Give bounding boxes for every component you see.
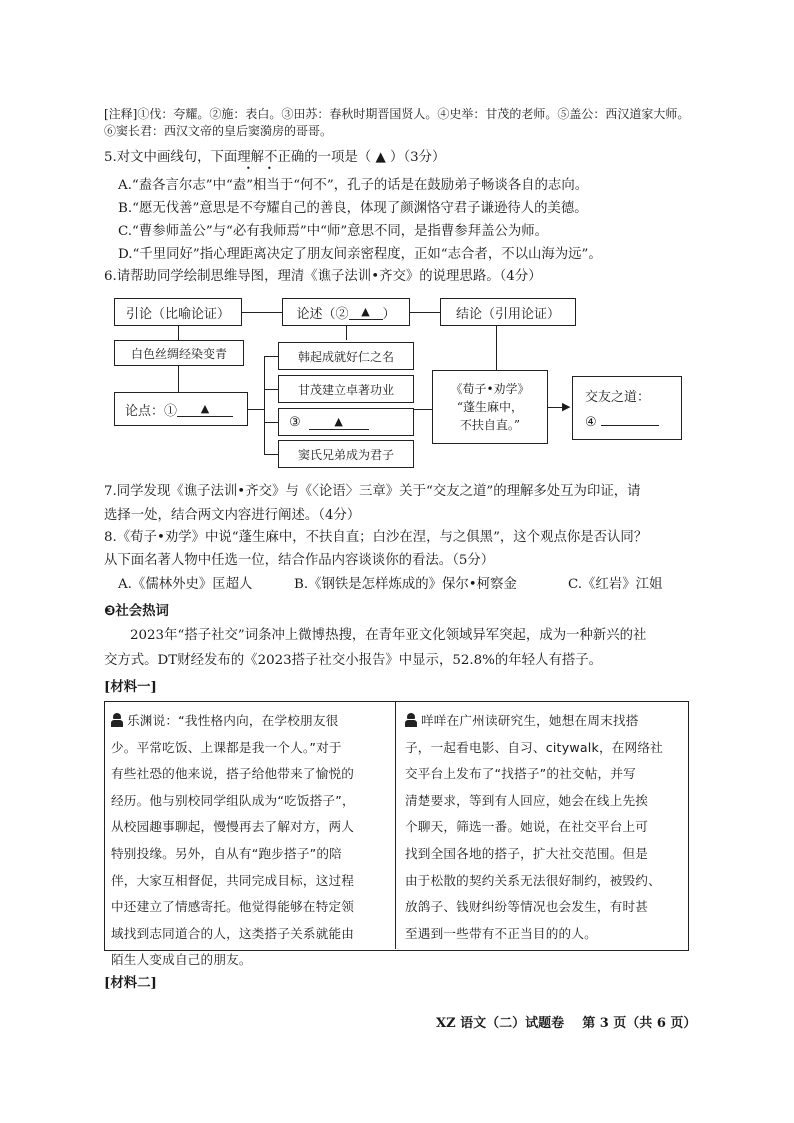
question-8-line1: 8.《荀子•劝学》中说“蓬生麻中，不扶自直；白沙在涅，与之俱黑”，这个观点你是否认同？ bbox=[104, 530, 648, 545]
connector-line bbox=[264, 422, 278, 423]
connector-line bbox=[264, 356, 278, 357]
paragraph-line: 至遇到一些带有不正当目的的人。 bbox=[405, 925, 597, 941]
section-intro-line2: 交方式。DT财经发布的《2023搭子社交小报告》中显示，52.8%的年轻人有搭子。 bbox=[104, 653, 603, 668]
paragraph-line: 子，一起看电影、自习、citywalk，在网络社 bbox=[405, 739, 663, 755]
material-1-heading: [材料一] bbox=[104, 679, 157, 695]
paragraph-line: 陌生人变成自己的朋友。 bbox=[111, 952, 252, 968]
bracket-line bbox=[264, 356, 265, 454]
annotation-note-line1: [注释]①伐：夸耀。②施：表白。③田苏：春秋时期晋国贤人。④史举：甘茂的老师。⑤盖公：西汉道家大师。 bbox=[104, 107, 690, 121]
section-intro-line1: 2023年“搭子社交”词条冲上微博热搜，在青年亚文化领域异军突起，成为一种新兴的社 bbox=[130, 628, 647, 643]
paragraph-line: 域找到志同道合的人，这类搭子关系就能由 bbox=[111, 925, 355, 941]
item-4-label: ④ bbox=[585, 415, 597, 430]
example-gan-mao: 甘茂建立卓著功业 bbox=[278, 375, 414, 403]
question-7-line1: 7.同学发现《谯子法训•齐交》与《〈论语〉三章》关于“交友之道”的理解多处互为印证，请 bbox=[104, 484, 641, 499]
paragraph-line: 清楚要求，等到有人回应，她会在线上先挨 bbox=[405, 792, 649, 808]
page-footer: XZ 语文（二）试题卷 第 3 页（共 6 页） bbox=[436, 1016, 697, 1031]
answer-blank-2[interactable]: ▲ bbox=[349, 305, 383, 320]
connector-line bbox=[178, 366, 179, 392]
friendship-way-title: 交友之道： bbox=[585, 390, 651, 405]
question-8-line2: 从下面名著人物中任选一位，结合作品内容谈谈你的看法。（5分） bbox=[104, 553, 495, 568]
conclusion-box: 结论（引用论证） bbox=[440, 298, 576, 326]
question-5-option-a: A.“盍各言尔志”中“盍”相当于“何不”，孔子的话是在鼓励弟子畅谈各自的志向。 bbox=[118, 178, 589, 193]
paragraph-line: 找到全国各地的搭子，扩大社交范围。但是 bbox=[405, 845, 649, 861]
question-8-option-a: A.《儒林外史》匡超人 bbox=[118, 577, 253, 592]
example-han-qi: 韩起成就好仁之名 bbox=[278, 342, 414, 370]
argument-box bbox=[282, 298, 410, 326]
connector-line bbox=[264, 454, 278, 455]
xunzi-title: 《荀子•劝学》 bbox=[450, 382, 530, 396]
connector-line bbox=[264, 389, 278, 390]
argument-label: 论述（② bbox=[296, 306, 349, 322]
connector-line bbox=[346, 326, 347, 340]
silk-dye-box: 白色丝绸经染变青 bbox=[114, 340, 244, 366]
friendship-way-box bbox=[572, 376, 682, 440]
question-6-stem: 6.请帮助同学绘制思维导图，理清《谯子法训•齐交》的说理思路。（4分） bbox=[104, 269, 542, 284]
column-divider bbox=[395, 702, 396, 949]
material-1-box bbox=[104, 701, 689, 968]
paragraph-line: 乐渊说：“我性格内向，在学校朋友很 bbox=[111, 708, 393, 735]
paragraph-line: 少。平常吃饭、上课都是我一个人。”对于 bbox=[111, 739, 342, 755]
xunzi-line1: “蓬生麻中， bbox=[456, 400, 524, 414]
argument-label-end: ） bbox=[382, 306, 396, 322]
material-2-heading: [材料二] bbox=[104, 975, 157, 991]
item-3-label: ③ bbox=[289, 414, 301, 430]
person-icon bbox=[111, 713, 123, 727]
material-1-right-column bbox=[405, 708, 685, 947]
connector-line bbox=[248, 409, 264, 410]
question-5-option-b: B.“愿无伐善”意思是不夸耀自己的善良，体现了颜渊恪守君子谦逊待人的美德。 bbox=[118, 201, 588, 216]
paragraph-line: 中还建立了情感寄托。他觉得能够在特定领 bbox=[111, 899, 355, 915]
question-8-option-c: C.《红岩》江姐 bbox=[568, 577, 663, 592]
material-1-left-column bbox=[111, 708, 393, 974]
person-icon bbox=[405, 713, 417, 727]
paragraph-line: 个聊天，筛选一番。她说，在社交平台上可 bbox=[405, 819, 649, 835]
question-5-stem: 5.对文中画线句，下面理解不正确的一项是（ ▲ ）（3分） bbox=[104, 150, 446, 165]
question-7-line2: 选择一处，结合两文内容进行阐述。（4分） bbox=[104, 508, 361, 523]
connector-line bbox=[242, 312, 282, 313]
paragraph-line: 从校园趣事聊起，慢慢再去了解对方，两人 bbox=[111, 819, 355, 835]
answer-blank-3[interactable]: ▲ bbox=[309, 415, 369, 430]
question-5-option-d: D.“千里同好”指心理距离决定了朋友间亲密程度，正如“志合者，不以山海为远”。 bbox=[118, 247, 602, 262]
paragraph-line: 伴，大家互相督促，共同完成目标，这过程 bbox=[111, 872, 355, 888]
paragraph-line: 有些社恐的他来说，搭子给他带来了愉悦的 bbox=[111, 766, 355, 782]
answer-blank-4[interactable] bbox=[601, 411, 659, 426]
arrow-head-icon: ▶ bbox=[562, 400, 571, 413]
paragraph-line: 放鸽子、钱财纠纷等情况也会发生，有时甚 bbox=[405, 899, 649, 915]
xunzi-line2: 不扶自直。” bbox=[459, 418, 521, 432]
section-title: ❸社会热词 bbox=[104, 604, 169, 619]
connector-line bbox=[496, 326, 497, 370]
xunzi-quote-box bbox=[432, 370, 548, 444]
paragraph-line: 由于松散的契约关系无法很好制约，被毁约、 bbox=[405, 872, 661, 888]
thesis-label: 论点：① bbox=[125, 403, 178, 419]
intro-box: 引论（比喻论证） bbox=[114, 298, 242, 326]
emphasis-dot: • bbox=[267, 164, 272, 173]
question-8-option-b: B.《钢铁是怎样炼成的》保尔•柯察金 bbox=[294, 577, 517, 592]
paragraph-line: 特别投缘。另外，自从有“跑步搭子”的陪 bbox=[111, 845, 342, 861]
paragraph-line: 交平台上发布了“找搭子”的社交帖，并写 bbox=[405, 766, 636, 782]
example-blank-3 bbox=[278, 408, 414, 436]
answer-blank-1[interactable]: ▲ bbox=[177, 402, 233, 417]
paragraph-line: 经历。他与别校同学组队成为“吃饭搭子”， bbox=[111, 792, 355, 808]
connector-line bbox=[410, 312, 440, 313]
paragraph-line: 咩咩在广州读研究生，她想在周末找搭 bbox=[405, 708, 685, 735]
annotation-note-line2: ⑥窦长君：西汉文帝的皇后窦漪房的哥哥。 bbox=[104, 124, 333, 138]
thesis-box bbox=[114, 392, 248, 426]
emphasis-dot: • bbox=[246, 164, 251, 173]
connector-line bbox=[178, 326, 179, 340]
example-dou-brothers: 窦氏兄弟成为君子 bbox=[278, 440, 414, 468]
connector-line bbox=[414, 409, 432, 410]
question-5-option-c: C.“曹参师盖公”与“必有我师焉”中“师”意思不同，是指曹参拜盖公为师。 bbox=[118, 224, 549, 239]
